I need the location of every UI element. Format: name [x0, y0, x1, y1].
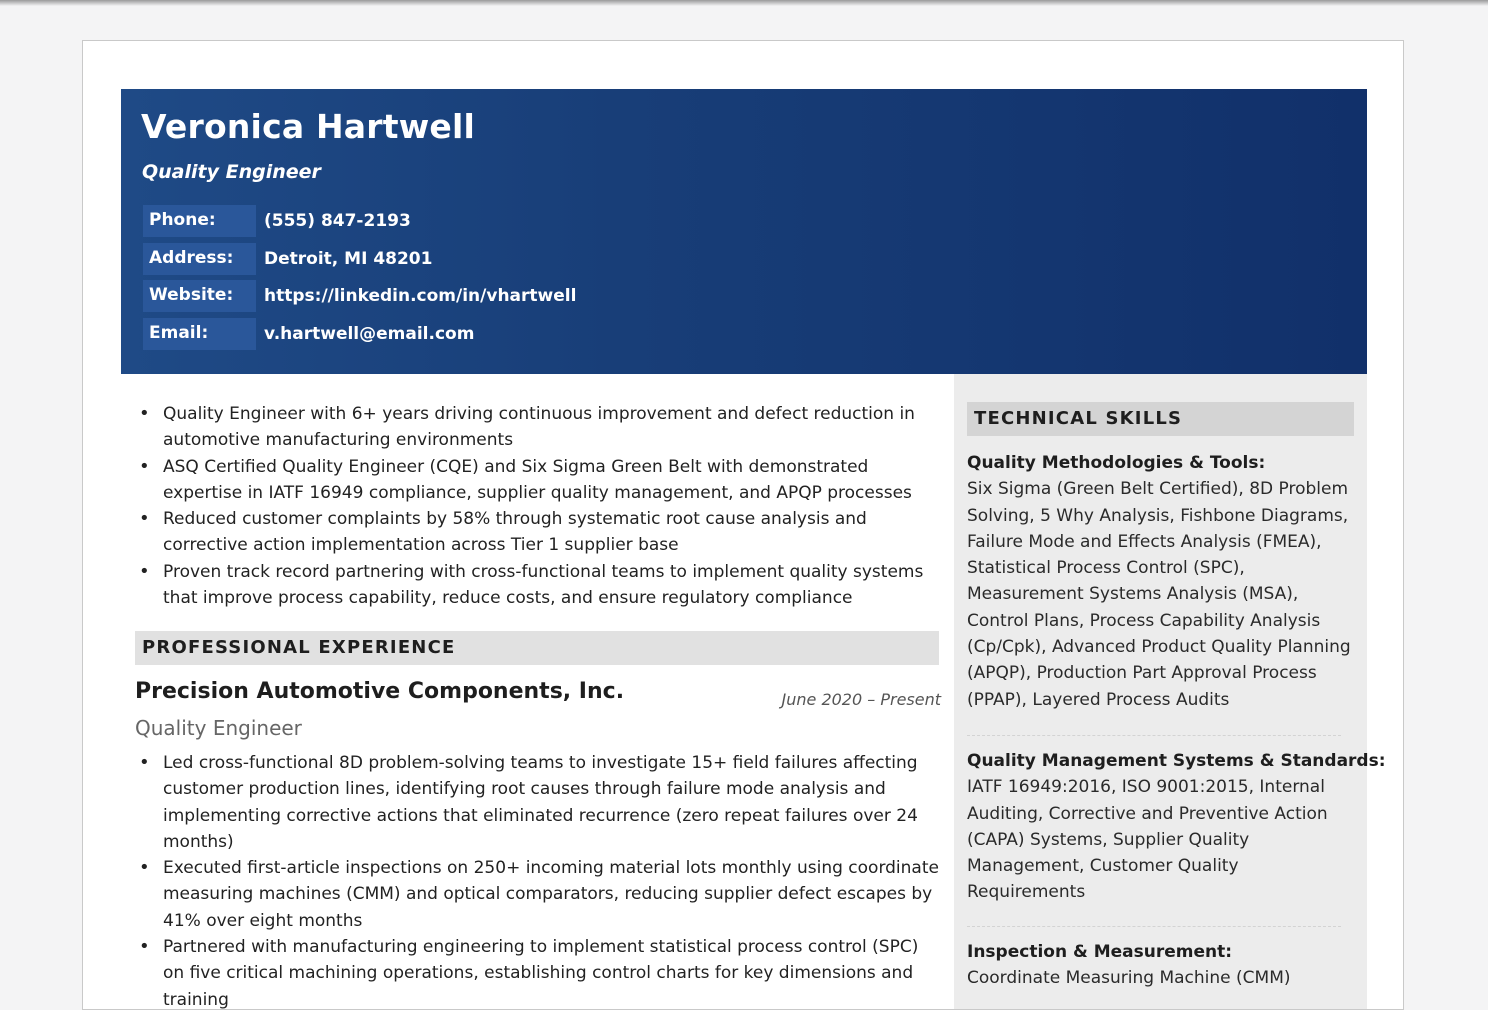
contact-label: Phone: — [143, 205, 256, 237]
duty-item: • Partnered with manufacturing engineering to implement statistical process control (SPC) on five critical machining operations, establishing control charts for key dimensions and training — [135, 934, 940, 1010]
contact-row-website — [143, 280, 643, 312]
summary-item: • Quality Engineer with 6+ years driving continuous improvement and defect reduction in automotive manufacturing environments — [135, 401, 935, 454]
skill-group-inspection — [967, 939, 1359, 992]
skill-divider — [967, 735, 1341, 736]
skill-group-qms — [967, 748, 1386, 906]
contact-label: Email: — [143, 318, 256, 350]
skills-heading: TECHNICAL SKILLS — [967, 402, 1354, 436]
summary-item: • Proven track record partnering with cross-functional teams to implement quality systems that improve process capability, reduce costs, and ensure regulatory compliance — [135, 559, 935, 612]
skill-group-methodologies — [967, 450, 1359, 713]
skill-group-title: Inspection & Measurement: — [967, 942, 1233, 962]
skill-divider — [967, 926, 1341, 927]
window-top-shadow — [0, 0, 1488, 6]
resume-page — [82, 40, 1404, 1010]
summary-list — [135, 401, 935, 611]
address-value: Detroit, MI 48201 — [264, 249, 433, 269]
duty-item: • Executed first-article inspections on 250+ incoming material lots monthly using coordinate measuring machines (CMM) and optical comparators, reducing supplier defect escapes by 41% over eight months — [135, 855, 940, 934]
skill-group-title: Quality Management Systems & Standards: — [967, 751, 1386, 771]
contact-row-email — [143, 318, 643, 350]
job-dates: June 2020 – Present — [781, 690, 941, 709]
company-name: Precision Automotive Components, Inc. — [135, 679, 625, 704]
resume-header — [121, 89, 1367, 374]
summary-item: • ASQ Certified Quality Engineer (CQE) and Six Sigma Green Belt with demonstrated expertise in IATF 16949 compliance, supplier quality management, and APQP processes — [135, 454, 935, 507]
experience-heading: PROFESSIONAL EXPERIENCE — [135, 631, 939, 665]
summary-item: • Reduced customer complaints by 58% through systematic root cause analysis and corrective action implementation across Tier 1 supplier base — [135, 506, 935, 559]
candidate-role: Quality Engineer — [142, 161, 321, 183]
skill-group-body: Coordinate Measuring Machine (CMM) — [967, 968, 1291, 989]
email-link[interactable]: v.hartwell@email.com — [264, 324, 475, 344]
job-duties-list — [135, 750, 940, 1010]
skill-group-title: Quality Methodologies & Tools: — [967, 453, 1266, 473]
contact-row-phone — [143, 205, 643, 237]
skill-group-body: Six Sigma (Green Belt Certified), 8D Problem Solving, 5 Why Analysis, Fishbone Diagrams, Failure Mode and Effects Analysis (FMEA), Statistical Process Control (SPC), Measurement Systems Analysis (MSA), Control Plans, Process Capability Analysis (Cp/Cpk), Advanced Product Quality Planning (APQP), Production Part Approval Process (PPAP), Layered Process Audits — [967, 479, 1351, 710]
contact-label: Address: — [143, 243, 256, 275]
website-link[interactable]: https://linkedin.com/in/vhartwell — [264, 286, 577, 306]
duty-item: • Led cross-functional 8D problem-solving teams to investigate 15+ field failures affecting customer production lines, identifying root causes through failure mode analysis and implementing corrective actions that eliminated recurrence (zero repeat failures over 24 months) — [135, 750, 940, 855]
contact-row-address — [143, 243, 643, 275]
candidate-name: Veronica Hartwell — [141, 107, 476, 146]
job-title: Quality Engineer — [135, 716, 302, 740]
skill-group-body: IATF 16949:2016, ISO 9001:2015, Internal Auditing, Corrective and Preventive Action (CAPA) Systems, Supplier Quality Management, Customer Quality Requirements — [967, 777, 1328, 903]
contact-label: Website: — [143, 280, 256, 312]
skills-sidebar — [954, 374, 1386, 1010]
phone-value: (555) 847-2193 — [264, 211, 411, 231]
